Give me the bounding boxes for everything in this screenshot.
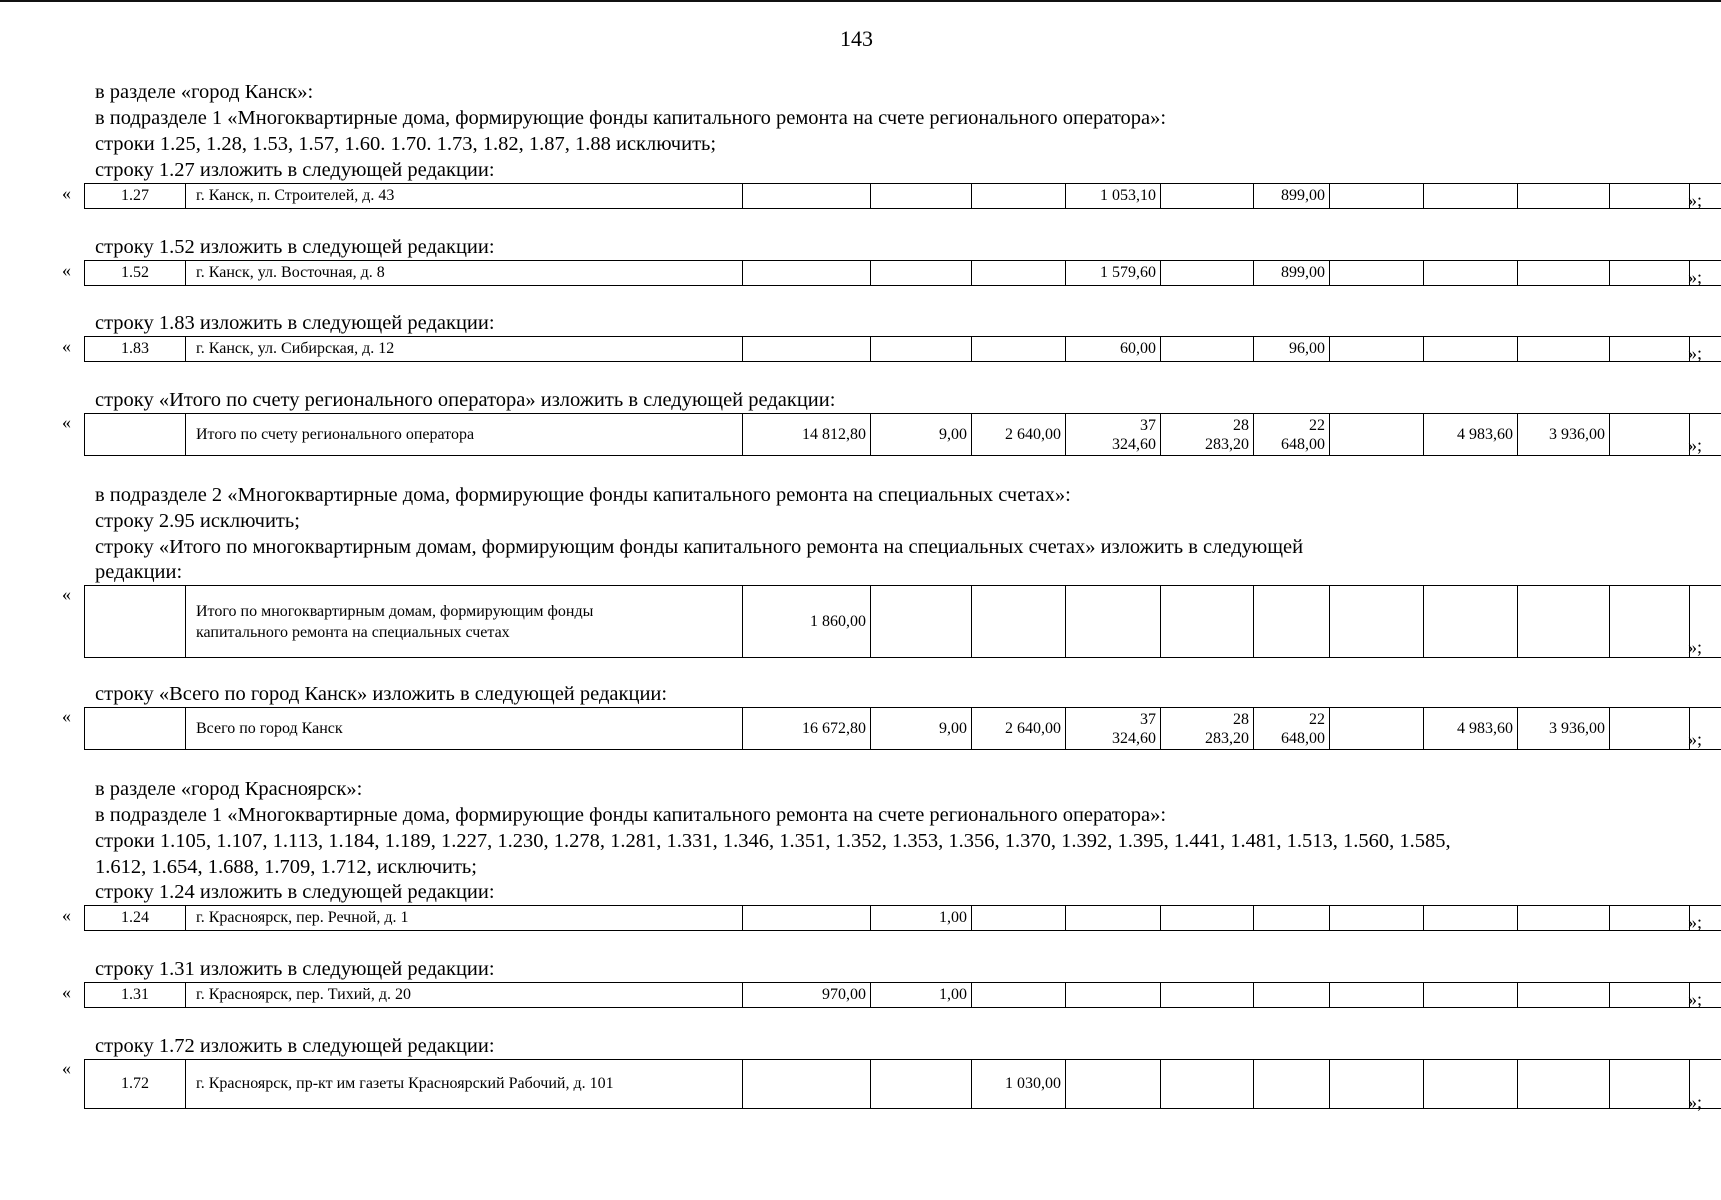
cell-col-3: 14 812,80 <box>743 414 871 456</box>
quote-close: »; <box>1688 190 1703 210</box>
cell-col-5: 1 030,00 <box>972 1060 1066 1109</box>
cell-col-12 <box>1610 586 1690 658</box>
cell-col-5: 2 640,00 <box>972 708 1066 750</box>
cell-col-10 <box>1424 983 1518 1008</box>
cell-col-3: 1 860,00 <box>743 586 871 658</box>
quote-open: « <box>62 706 71 726</box>
cell-row-number: 1.27 <box>85 184 186 209</box>
instruction-row-1-52: строку 1.52 изложить в следующей редакции: <box>95 236 495 258</box>
cell-col-4 <box>871 261 972 286</box>
cell-col-9 <box>1330 586 1424 658</box>
cell-col-11 <box>1518 337 1610 362</box>
cell-col-5 <box>972 337 1066 362</box>
cell-col-6 <box>1066 708 1161 750</box>
cell-col-5 <box>972 184 1066 209</box>
cell-col-7 <box>1161 1060 1254 1109</box>
cell-col-7 <box>1161 261 1254 286</box>
cell-col-8: 899,00 <box>1254 261 1330 286</box>
instruction-vsego-kansk: строку «Всего по город Канск» изложить в следующей редакции: <box>95 683 668 705</box>
cell-col-7 <box>1161 184 1254 209</box>
cell-col-8-line-1: 22 <box>1309 710 1325 728</box>
cell-col-12 <box>1610 906 1690 931</box>
cell-address: г. Канск, ул. Восточная, д. 8 <box>186 261 743 286</box>
cell-col-3: 970,00 <box>743 983 871 1008</box>
cell-col-11 <box>1518 1060 1610 1109</box>
section-heading-krasnoyarsk: в разделе «город Красноярск»: <box>95 778 363 800</box>
exclude-row-2-95: строку 2.95 исключить; <box>95 510 300 532</box>
cell-row-number <box>85 586 186 658</box>
cell-col-6-line-2: 324,60 <box>1112 435 1156 453</box>
cell-col-5 <box>972 586 1066 658</box>
cell-col-10 <box>1424 1060 1518 1109</box>
row-table-1-24 <box>84 905 1721 931</box>
row-table-itogo-special <box>84 585 1721 658</box>
cell-col-8 <box>1254 906 1330 931</box>
row-table-itogo-regional <box>84 413 1721 456</box>
section-heading-kansk: в разделе «город Канск»: <box>95 81 314 103</box>
row-table-1-27 <box>84 183 1721 209</box>
cell-col-3 <box>743 337 871 362</box>
quote-close: »; <box>1688 1092 1703 1112</box>
instruction-itogo-regional: строку «Итого по счету регионального оператора» изложить в следующей редакции: <box>95 389 836 411</box>
quote-open: « <box>62 905 71 925</box>
instruction-itogo-special-1: строку «Итого по многоквартирным домам, формирующим фонды капитального ремонта на специальных счетах» изложить в следующей <box>95 536 1304 558</box>
cell-col-10 <box>1424 184 1518 209</box>
instruction-row-1-31: строку 1.31 изложить в следующей редакции: <box>95 958 495 980</box>
cell-col-11: 3 936,00 <box>1518 414 1610 456</box>
quote-open: « <box>62 260 71 280</box>
cell-col-6: 60,00 <box>1066 337 1161 362</box>
cell-col-3 <box>743 184 871 209</box>
subsection-2-heading: в подразделе 2 «Многоквартирные дома, формирующие фонды капитального ремонта на специальных счетах»: <box>95 484 1071 506</box>
cell-address: Всего по город Канск <box>186 708 743 750</box>
cell-col-8 <box>1254 1060 1330 1109</box>
cell-col-4 <box>871 586 972 658</box>
row-table-1-83 <box>84 336 1721 362</box>
cell-address: г. Красноярск, пер. Тихий, д. 20 <box>186 983 743 1008</box>
cell-row-number: 1.31 <box>85 983 186 1008</box>
exclude-rows-text: строки 1.25, 1.28, 1.53, 1.57, 1.60. 1.70. 1.73, 1.82, 1.87, 1.88 исключить; <box>95 133 717 155</box>
cell-col-12 <box>1610 184 1690 209</box>
cell-col-6 <box>1066 586 1161 658</box>
cell-col-11 <box>1518 906 1610 931</box>
exclude-rows-krasnoyarsk-2: 1.612, 1.654, 1.688, 1.709, 1.712, исключить; <box>95 856 477 878</box>
cell-col-7 <box>1161 906 1254 931</box>
cell-col-9 <box>1330 337 1424 362</box>
cell-col-7 <box>1161 983 1254 1008</box>
quote-close: »; <box>1688 989 1703 1009</box>
cell-col-7-line-2: 283,20 <box>1205 729 1249 747</box>
cell-col-6 <box>1066 983 1161 1008</box>
cell-col-5 <box>972 906 1066 931</box>
cell-col-11: 3 936,00 <box>1518 708 1610 750</box>
cell-col-4: 9,00 <box>871 414 972 456</box>
cell-col-3 <box>743 261 871 286</box>
quote-open: « <box>62 982 71 1002</box>
cell-col-4: 1,00 <box>871 983 972 1008</box>
cell-col-12 <box>1610 1060 1690 1109</box>
cell-address: Итого по счету регионального оператора <box>186 414 743 456</box>
instruction-row-1-27: строку 1.27 изложить в следующей редакции: <box>95 159 495 181</box>
instruction-row-1-24: строку 1.24 изложить в следующей редакции: <box>95 881 495 903</box>
cell-col-6 <box>1066 414 1161 456</box>
cell-col-4 <box>871 1060 972 1109</box>
cell-col-8-line-1: 22 <box>1309 416 1325 434</box>
cell-row-number: 1.83 <box>85 337 186 362</box>
cell-address: г. Красноярск, пр-кт им газеты Красноярский Рабочий, д. 101 <box>186 1060 743 1109</box>
quote-close: »; <box>1688 343 1703 363</box>
cell-col-8: 899,00 <box>1254 184 1330 209</box>
cell-col-8: 96,00 <box>1254 337 1330 362</box>
cell-address: г. Красноярск, пер. Речной, д. 1 <box>186 906 743 931</box>
quote-open: « <box>62 336 71 356</box>
quote-close: »; <box>1688 267 1703 287</box>
page-number: 143 <box>840 26 873 51</box>
cell-col-8 <box>1254 708 1330 750</box>
cell-row-number: 1.72 <box>85 1060 186 1109</box>
cell-col-6 <box>1066 1060 1161 1109</box>
cell-col-7 <box>1161 708 1254 750</box>
cell-col-9 <box>1330 983 1424 1008</box>
cell-row-number: 1.24 <box>85 906 186 931</box>
cell-address-line-2: капитального ремонта на специальных счетах <box>196 623 510 641</box>
cell-col-6 <box>1066 906 1161 931</box>
quote-close: »; <box>1688 912 1703 932</box>
cell-col-11 <box>1518 586 1610 658</box>
instruction-row-1-83: строку 1.83 изложить в следующей редакции: <box>95 312 495 334</box>
subsection-1-heading-krasnoyarsk: в подразделе 1 «Многоквартирные дома, формирующие фонды капитального ремонта на счете регионального оператора»: <box>95 804 1167 826</box>
quote-open: « <box>62 584 71 604</box>
cell-row-number <box>85 414 186 456</box>
row-table-1-52 <box>84 260 1721 286</box>
cell-col-12 <box>1610 414 1690 456</box>
row-table-1-31 <box>84 982 1721 1008</box>
cell-col-3: 16 672,80 <box>743 708 871 750</box>
cell-col-5: 2 640,00 <box>972 414 1066 456</box>
cell-col-9 <box>1330 261 1424 286</box>
cell-col-12 <box>1610 708 1690 750</box>
cell-col-4: 9,00 <box>871 708 972 750</box>
cell-row-number <box>85 708 186 750</box>
cell-col-6-line-1: 37 <box>1140 416 1156 434</box>
cell-col-8 <box>1254 586 1330 658</box>
cell-col-10 <box>1424 337 1518 362</box>
quote-open: « <box>62 412 71 432</box>
page-top-border <box>0 0 1721 2</box>
cell-col-10 <box>1424 906 1518 931</box>
cell-col-5 <box>972 983 1066 1008</box>
cell-col-6: 1 053,10 <box>1066 184 1161 209</box>
cell-col-11 <box>1518 261 1610 286</box>
cell-col-9 <box>1330 414 1424 456</box>
cell-address: г. Канск, п. Строителей, д. 43 <box>186 184 743 209</box>
cell-col-3 <box>743 1060 871 1109</box>
cell-col-8-line-2: 648,00 <box>1281 435 1325 453</box>
cell-col-9 <box>1330 708 1424 750</box>
cell-col-7-line-1: 28 <box>1233 416 1249 434</box>
cell-col-10: 4 983,60 <box>1424 708 1518 750</box>
cell-col-9 <box>1330 184 1424 209</box>
cell-col-12 <box>1610 261 1690 286</box>
cell-col-7-line-1: 28 <box>1233 710 1249 728</box>
cell-col-4 <box>871 184 972 209</box>
cell-col-3 <box>743 906 871 931</box>
cell-col-5 <box>972 261 1066 286</box>
subsection-1-heading: в подразделе 1 «Многоквартирные дома, формирующие фонды капитального ремонта на счете регионального оператора»: <box>95 107 1167 129</box>
cell-col-6: 1 579,60 <box>1066 261 1161 286</box>
cell-address: г. Канск, ул. Сибирская, д. 12 <box>186 337 743 362</box>
quote-close: »; <box>1688 637 1703 657</box>
cell-address-line-1: Итого по многоквартирным домам, формирующим фонды <box>196 602 594 620</box>
cell-col-4 <box>871 337 972 362</box>
cell-col-9 <box>1330 1060 1424 1109</box>
cell-col-12 <box>1610 337 1690 362</box>
cell-row-number: 1.52 <box>85 261 186 286</box>
cell-col-10 <box>1424 586 1518 658</box>
cell-col-7 <box>1161 337 1254 362</box>
quote-close: »; <box>1688 435 1703 455</box>
cell-col-8-line-2: 648,00 <box>1281 729 1325 747</box>
cell-col-11 <box>1518 184 1610 209</box>
cell-col-11 <box>1518 983 1610 1008</box>
cell-col-8 <box>1254 983 1330 1008</box>
cell-col-9 <box>1330 906 1424 931</box>
cell-col-12 <box>1610 983 1690 1008</box>
cell-col-10: 4 983,60 <box>1424 414 1518 456</box>
quote-open: « <box>62 1058 71 1078</box>
instruction-row-1-72: строку 1.72 изложить в следующей редакции: <box>95 1035 495 1057</box>
quote-close: »; <box>1688 729 1703 749</box>
instruction-itogo-special-2: редакции: <box>95 561 183 583</box>
cell-col-6-line-1: 37 <box>1140 710 1156 728</box>
cell-col-6-line-2: 324,60 <box>1112 729 1156 747</box>
row-table-1-72 <box>84 1059 1721 1109</box>
row-table-vsego-kansk <box>84 707 1721 750</box>
cell-col-7 <box>1161 586 1254 658</box>
exclude-rows-krasnoyarsk-1: строки 1.105, 1.107, 1.113, 1.184, 1.189, 1.227, 1.230, 1.278, 1.281, 1.331, 1.346, 1.351, 1.352, 1.353, 1.356, 1.370, 1.392, 1.395, 1.441, 1.481, 1.513, 1.560, 1.585, <box>95 830 1451 852</box>
cell-col-7-line-2: 283,20 <box>1205 435 1249 453</box>
cell-col-8 <box>1254 414 1330 456</box>
cell-col-4: 1,00 <box>871 906 972 931</box>
cell-col-7 <box>1161 414 1254 456</box>
quote-open: « <box>62 183 71 203</box>
cell-address <box>186 586 743 658</box>
cell-col-10 <box>1424 261 1518 286</box>
